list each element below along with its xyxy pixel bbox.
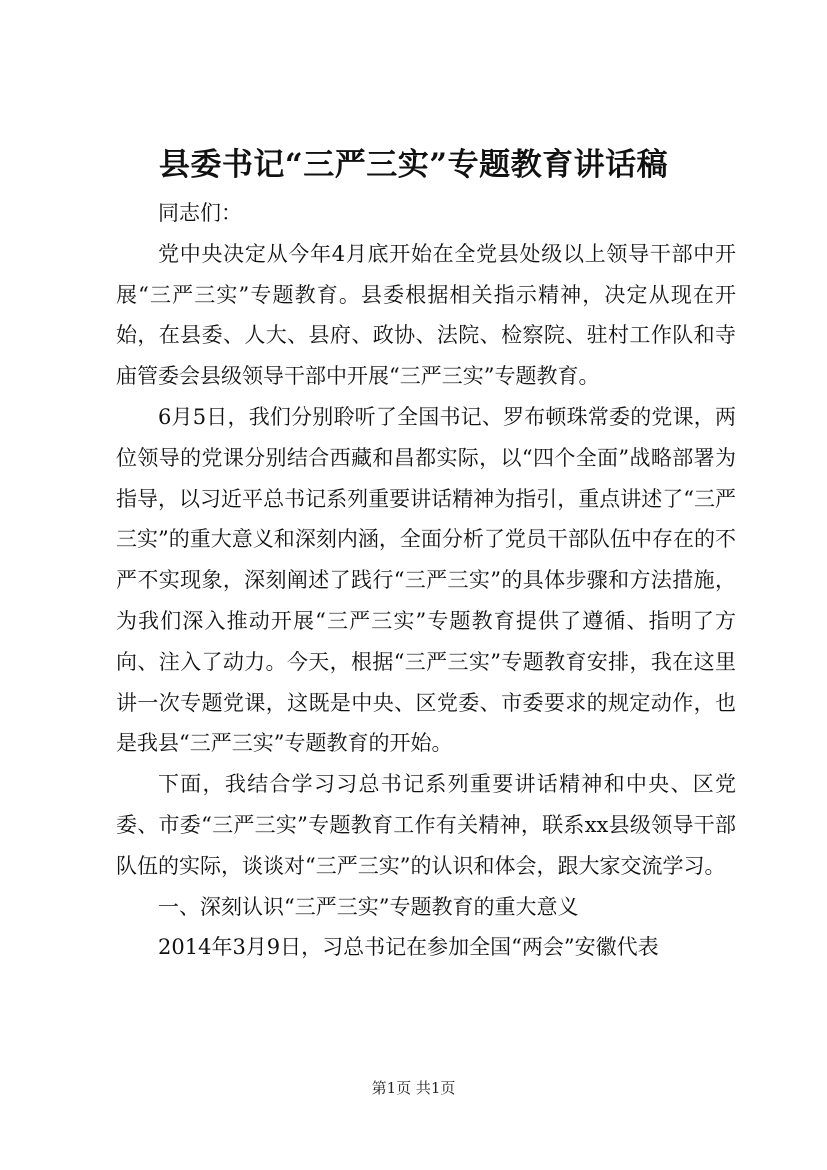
- paragraph-party-lecture: 6月5日，我们分别聆听了全国书记、罗布顿珠常委的党课，两位领导的党课分别结合西藏和昌都实际，以“四个全面”战略部署为指导，以习近平总书记系列重要讲话精神为指引，重点讲述了“三严三实”的重大意义和深刻内涵，全面分析了党员干部队伍中存在的不严不实现象，深刻阐述了践行“三严三实”的具体步骤和方法措施，为我们深入推动开展“三严三实”专题教育提供了遵循、指明了方向、注入了动力。今天，根据“三严三实”专题教育安排，我在这里讲一次专题党课，这既是中央、区党委、市委要求的规定动作，也是我县“三严三实”专题教育的开始。: [116, 404, 736, 756]
- document-title: 县委书记“三严三实”专题教育讲话稿: [158, 147, 669, 183]
- section-heading-1: 一、深刻认识“三严三实”专题教育的重大意义: [158, 894, 579, 919]
- paragraph-outline: 下面，我结合学习习总书记系列重要讲话精神和中央、区党委、市委“三严三实”专题教育工作有关精神，联系xx县级领导干部队伍的实际，谈谈对“三严三实”的认识和体会，跟大家交流学习。: [116, 772, 736, 878]
- salutation: 同志们：: [158, 201, 242, 225]
- paragraph-intro: 党中央决定从今年4月底开始在全党县处级以上领导干部中开展“三严三实”专题教育。县委根据相关指示精神，决定从现在开始，在县委、人大、县府、政协、法院、检察院、驻村工作队和寺庙管委会县级领导干部中开展“三严三实”专题教育。: [116, 241, 736, 389]
- document-body: [116, 193, 736, 968]
- paragraph-section-1-start: 2014年3月9日，习总书记在参加全国“两会”安徽代表: [158, 935, 659, 960]
- page-footer: 第1页 共1页: [371, 1079, 456, 1097]
